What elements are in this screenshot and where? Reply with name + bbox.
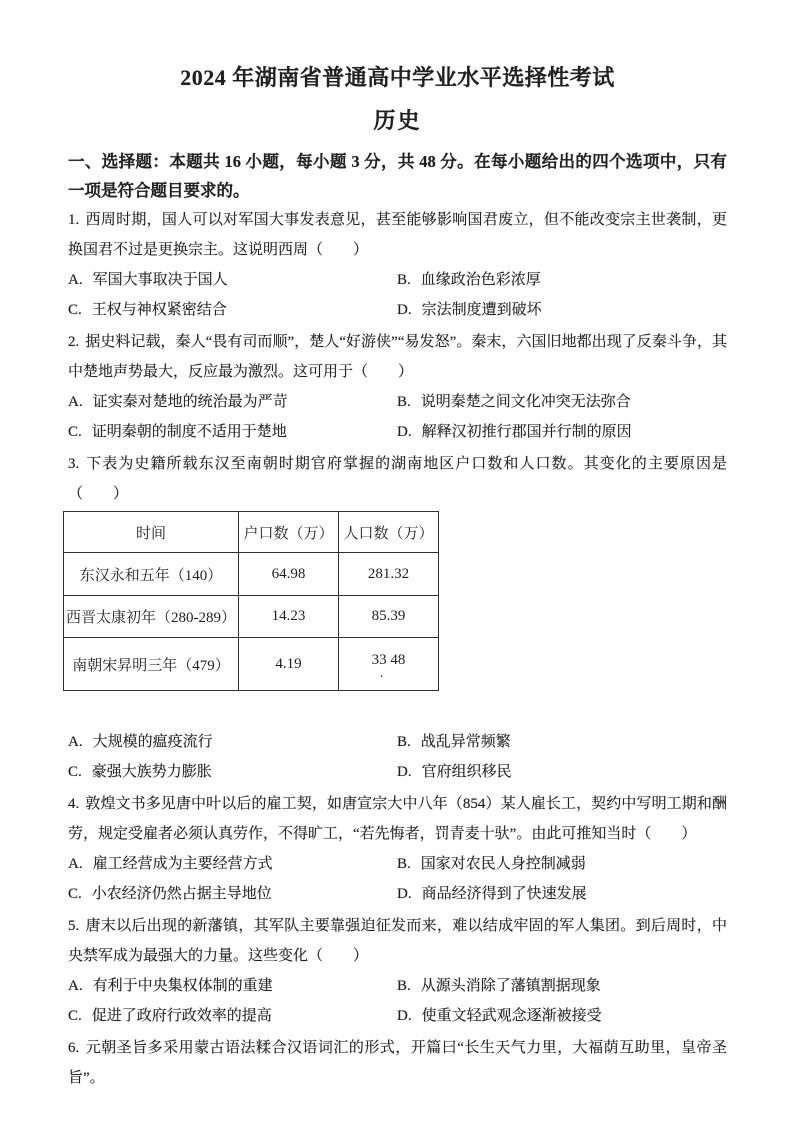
question-3-text: 下表为史籍所载东汉至南朝时期官府掌握的湖南地区户口数和人口数。其变化的主要原因是（ ） xyxy=(68,456,727,502)
question-4-text: 敦煌文书多见唐中叶以后的雇工契，如唐宣宗大中八年（854）某人雇长工，契约中写明工期和酬劳，规定受雇者必须认真劳作，不得旷工，“若先悔者，罚青麦十驮”。由此可推知当时（ ） xyxy=(68,796,727,842)
question-5-text: 唐末以后出现的新藩镇，其军队主要靠强迫征发而来，难以结成牢固的军人集团。到后周时，中央禁军成为最强大的力量。这些变化（ ） xyxy=(68,918,727,964)
option-label: C. xyxy=(68,1008,82,1024)
question-2-stem xyxy=(68,327,727,387)
option-label: D. xyxy=(397,1008,412,1024)
question-4-option-c xyxy=(68,879,397,909)
table-row xyxy=(64,553,439,596)
option-text: 说明秦楚之间文化冲突无法弥合 xyxy=(420,394,631,410)
option-text: 证实秦对楚地的统治最为严苛 xyxy=(92,394,288,410)
option-label: C. xyxy=(68,886,82,902)
table-header-time: 时间 xyxy=(64,512,239,553)
option-label: D. xyxy=(397,764,412,780)
question-4-number: 4. xyxy=(68,796,80,812)
question-2-option-a xyxy=(68,387,397,417)
option-text: 大规模的瘟疫流行 xyxy=(92,734,213,750)
question-5-option-b xyxy=(397,971,727,1001)
question-3-options xyxy=(68,727,727,787)
question-3-number: 3. xyxy=(68,456,80,472)
option-label: D. xyxy=(397,424,412,440)
question-4-option-a xyxy=(68,849,397,879)
question-5-number: 5. xyxy=(68,918,80,934)
question-1 xyxy=(68,205,727,325)
option-text: 豪强大族势力膨胀 xyxy=(91,764,212,780)
stray-decimal-dot: . xyxy=(379,665,384,681)
option-label: A. xyxy=(68,856,83,872)
question-6-stem xyxy=(68,1033,727,1093)
option-text: 宗法制度遭到破坏 xyxy=(421,302,542,318)
question-3-option-a xyxy=(68,727,397,757)
question-5 xyxy=(68,911,727,1031)
option-text: 血缘政治色彩浓厚 xyxy=(420,272,541,288)
question-4-option-b xyxy=(397,849,727,879)
question-1-option-c xyxy=(68,295,397,325)
question-1-stem xyxy=(68,205,727,265)
question-2-options xyxy=(68,387,727,447)
question-2-number: 2. xyxy=(68,334,80,350)
option-label: B. xyxy=(397,978,411,994)
question-6-number: 6. xyxy=(68,1040,80,1056)
question-4-option-d xyxy=(397,879,727,909)
option-text: 促进了政府行政效率的提高 xyxy=(91,1008,272,1024)
table-header-row xyxy=(64,512,439,553)
table-header-population: 人口数（万） xyxy=(339,512,439,553)
question-4-stem xyxy=(68,789,727,849)
table-cell: 南朝宋昇明三年（479） xyxy=(64,638,239,691)
question-6 xyxy=(68,1033,727,1093)
table-row xyxy=(64,596,439,638)
question-1-number: 1. xyxy=(68,212,80,228)
option-text: 官府组织移民 xyxy=(421,764,512,780)
exam-title: 2024 年湖南省普通高中学业水平选择性考试 xyxy=(180,65,615,90)
household-population-table xyxy=(63,511,439,691)
option-label: A. xyxy=(68,394,83,410)
option-text: 有利于中央集权体制的重建 xyxy=(92,978,273,994)
question-5-options xyxy=(68,971,727,1031)
question-1-options xyxy=(68,265,727,325)
option-label: C. xyxy=(68,764,82,780)
question-1-option-a xyxy=(68,265,397,295)
question-6-text: 元朝圣旨多采用蒙古语法糅合汉语词汇的形式，开篇曰“长生天气力里，大福荫互助里，皇帝圣旨”。 xyxy=(68,1040,727,1086)
option-text: 国家对农民人身控制减弱 xyxy=(420,856,586,872)
option-text: 使重文轻武观念逐渐被接受 xyxy=(421,1008,602,1024)
option-label: A. xyxy=(68,978,83,994)
option-text: 从源头消除了藩镇割据现象 xyxy=(420,978,601,994)
option-label: D. xyxy=(397,886,412,902)
question-5-option-c xyxy=(68,1001,397,1031)
option-text: 证明秦朝的制度不适用于楚地 xyxy=(91,424,287,440)
option-label: D. xyxy=(397,302,412,318)
option-text: 军国大事取决于国人 xyxy=(92,272,228,288)
question-3-option-d xyxy=(397,757,727,787)
question-2 xyxy=(68,327,727,447)
question-3-option-c xyxy=(68,757,397,787)
table-cell: 西晋太康初年（280-289） xyxy=(64,596,239,638)
option-text: 雇工经营成为主要经营方式 xyxy=(92,856,273,872)
table-cell: 4.19 xyxy=(239,638,339,691)
table-cell: 东汉永和五年（140） xyxy=(64,553,239,596)
table-cell: 281.32 xyxy=(339,553,439,596)
section-instructions: 一、选择题：本题共 16 小题，每小题 3 分，共 48 分。在每小题给出的四个选项中，只有一项是符合题目要求的。 xyxy=(68,152,727,200)
question-1-option-b xyxy=(397,265,727,295)
question-5-stem xyxy=(68,911,727,971)
question-3 xyxy=(68,449,727,787)
table-cell xyxy=(339,638,439,691)
option-label: A. xyxy=(68,272,83,288)
option-label: C. xyxy=(68,302,82,318)
option-label: B. xyxy=(397,856,411,872)
option-label: B. xyxy=(397,272,411,288)
question-2-option-b xyxy=(397,387,727,417)
exam-subject: 历史 xyxy=(373,108,422,133)
option-text: 王权与神权紧密结合 xyxy=(91,302,227,318)
question-2-option-c xyxy=(68,417,397,447)
question-4-options xyxy=(68,849,727,909)
question-1-text: 西周时期，国人可以对军国大事发表意见，甚至能够影响国君废立，但不能改变宗主世袭制，更换国君不过是更换宗主。这说明西周（ ） xyxy=(68,212,727,258)
question-5-option-d xyxy=(397,1001,727,1031)
option-text: 小农经济仍然占据主导地位 xyxy=(91,886,272,902)
option-label: A. xyxy=(68,734,83,750)
question-3-option-b xyxy=(397,727,727,757)
option-text: 商品经济得到了快速发展 xyxy=(421,886,587,902)
question-2-option-d xyxy=(397,417,727,447)
question-3-stem xyxy=(68,449,727,509)
cell-value: 33 48 xyxy=(371,651,406,668)
table-header-households: 户口数（万） xyxy=(239,512,339,553)
table-cell: 64.98 xyxy=(239,553,339,596)
question-4 xyxy=(68,789,727,909)
option-label: B. xyxy=(397,394,411,410)
option-label: B. xyxy=(397,734,411,750)
table-row xyxy=(64,638,439,691)
question-2-text: 据史料记载，秦人“畏有司而顺”，楚人“好游侠”“易发怒”。秦末，六国旧地都出现了反秦斗争，其中楚地声势最大，反应最为激烈。这可用于（ ） xyxy=(68,334,727,380)
table-cell: 85.39 xyxy=(339,596,439,638)
option-text: 战乱异常频繁 xyxy=(420,734,511,750)
question-5-option-a xyxy=(68,971,397,1001)
option-label: C. xyxy=(68,424,82,440)
option-text: 解释汉初推行郡国并行制的原因 xyxy=(421,424,632,440)
question-1-option-d xyxy=(397,295,727,325)
table-cell: 14.23 xyxy=(239,596,339,638)
